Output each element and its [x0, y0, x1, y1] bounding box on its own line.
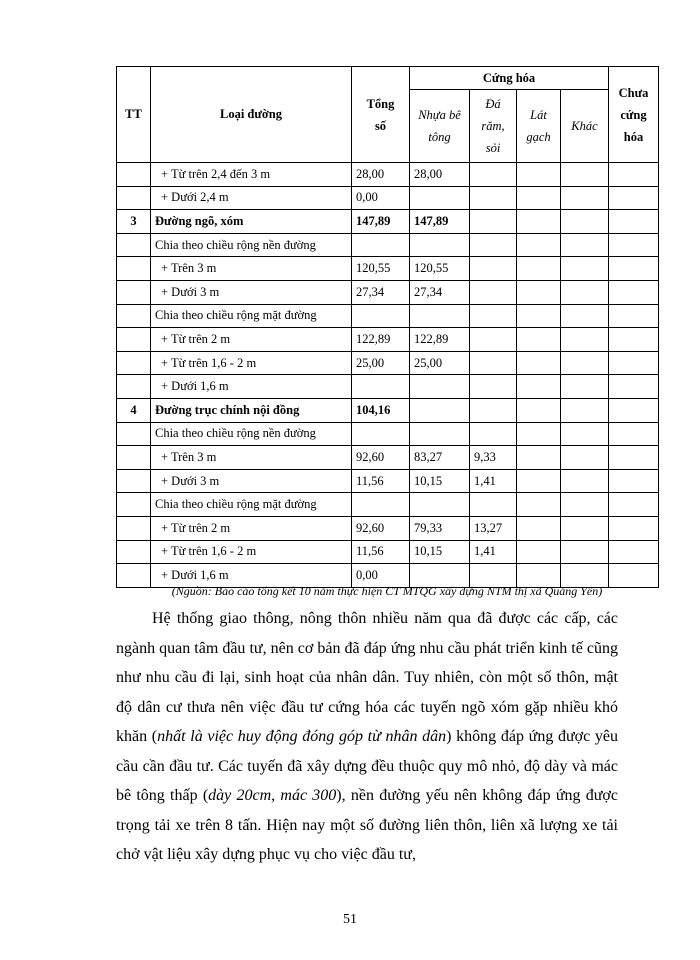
table-cell-tong [352, 233, 410, 257]
table-row [117, 280, 659, 304]
table-cell-khac [561, 375, 609, 399]
table-cell-name: Đường ngõ, xóm [151, 210, 352, 234]
table-cell-chua [609, 469, 659, 493]
table-cell-khac [561, 540, 609, 564]
header-total [352, 67, 410, 163]
table-cell-chua [609, 304, 659, 328]
table-cell-tong [352, 304, 410, 328]
table-cell-chua [609, 422, 659, 446]
table-cell-tong: 11,56 [352, 540, 410, 564]
table-cell-tt: 3 [117, 210, 151, 234]
table-cell-khac [561, 516, 609, 540]
table-cell-tt [117, 328, 151, 352]
table-cell-lat [517, 446, 561, 470]
table-cell-nhua [410, 422, 470, 446]
body-paragraph [116, 604, 618, 870]
table-cell-nhua: 10,15 [410, 469, 470, 493]
table-cell-nhua: 28,00 [410, 163, 470, 187]
table-cell-nhua [410, 186, 470, 210]
table-cell-da [470, 328, 517, 352]
table-cell-khac [561, 257, 609, 281]
table-cell-nhua [410, 398, 470, 422]
table-cell-nhua [410, 493, 470, 517]
header-tt: TT [117, 67, 151, 163]
table-cell-da: 13,27 [470, 516, 517, 540]
table-row [117, 422, 659, 446]
table-cell-name: + Trên 3 m [151, 257, 352, 281]
table-cell-tt [117, 257, 151, 281]
table-cell-chua [609, 493, 659, 517]
header-total-text: Tổng số [366, 96, 395, 133]
table-cell-chua [609, 210, 659, 234]
table-cell-da [470, 280, 517, 304]
table-cell-tong: 0,00 [352, 564, 410, 588]
table-row [117, 540, 659, 564]
table-cell-name: + Dưới 3 m [151, 280, 352, 304]
table-cell-tt [117, 540, 151, 564]
table-cell-tong: 120,55 [352, 257, 410, 281]
table-cell-lat [517, 516, 561, 540]
table-cell-name: + Từ trên 2 m [151, 328, 352, 352]
table-cell-tong: 27,34 [352, 280, 410, 304]
table-cell-name: Đường trục chính nội đồng [151, 398, 352, 422]
header-road-type: Loại đường [151, 67, 352, 163]
page-number: 51 [343, 912, 357, 927]
table-cell-da: 9,33 [470, 446, 517, 470]
table-cell-name: Chia theo chiều rộng mặt đường [151, 304, 352, 328]
table-row [117, 163, 659, 187]
table-cell-da [470, 493, 517, 517]
table-cell-tong [352, 375, 410, 399]
table-cell-lat [517, 540, 561, 564]
table-cell-tt [117, 351, 151, 375]
table-cell-da [470, 304, 517, 328]
table-cell-name: + Từ trên 1,6 - 2 m [151, 540, 352, 564]
table-cell-khac [561, 233, 609, 257]
table-cell-chua [609, 163, 659, 187]
table-row [117, 257, 659, 281]
header-brick-paved [517, 90, 561, 163]
table-cell-tong: 92,60 [352, 516, 410, 540]
table-cell-lat [517, 163, 561, 187]
table-cell-lat [517, 186, 561, 210]
table-cell-tt [117, 163, 151, 187]
table-cell-khac [561, 210, 609, 234]
table-cell-name: + Dưới 1,6 m [151, 375, 352, 399]
table-cell-da: 1,41 [470, 540, 517, 564]
table-cell-lat [517, 257, 561, 281]
header-not-hardened [609, 67, 659, 163]
table-cell-da [470, 210, 517, 234]
table-cell-chua [609, 328, 659, 352]
table-cell-name: + Từ trên 2,4 đến 3 m [151, 163, 352, 187]
table-row [117, 446, 659, 470]
table-cell-khac [561, 469, 609, 493]
table-cell-lat [517, 398, 561, 422]
table-cell-lat [517, 210, 561, 234]
table-cell-tong: 25,00 [352, 351, 410, 375]
table-cell-tt [117, 304, 151, 328]
table-cell-name: Chia theo chiều rộng nền đường [151, 233, 352, 257]
table-cell-tt [117, 186, 151, 210]
table-cell-name: + Dưới 1,6 m [151, 564, 352, 588]
paragraph-text-1: Hệ thống giao thông, nông thôn nhiều năm qua đã được các cấp, các ngành quan tâm đầu tư, nên cơ bản đã đáp ứng nhu cầu phát triển kinh tế cũng như nhu cầu đi lại, sinh hoạt của nhân dân. Tuy nhiên, còn một số thôn, mật độ dân cư thưa nên việc đầu tư cứng hóa các tuyến ngõ xóm gặp nhiều khó khăn ( [116, 610, 618, 745]
table-cell-tt [117, 422, 151, 446]
table-cell-nhua: 25,00 [410, 351, 470, 375]
table-cell-nhua: 83,27 [410, 446, 470, 470]
table-row [117, 516, 659, 540]
table-cell-khac [561, 351, 609, 375]
table-cell-tong: 0,00 [352, 186, 410, 210]
table-cell-khac [561, 328, 609, 352]
table-cell-nhua: 27,34 [410, 280, 470, 304]
table-cell-khac [561, 446, 609, 470]
table-cell-chua [609, 351, 659, 375]
table-cell-da [470, 375, 517, 399]
table-cell-tt [117, 280, 151, 304]
table-cell-name: + Dưới 2,4 m [151, 186, 352, 210]
table-cell-khac [561, 398, 609, 422]
table-cell-chua [609, 375, 659, 399]
table-cell-tong: 28,00 [352, 163, 410, 187]
table-cell-da [470, 257, 517, 281]
table-cell-khac [561, 304, 609, 328]
table-cell-chua [609, 540, 659, 564]
table-cell-tt [117, 233, 151, 257]
table-cell-lat [517, 328, 561, 352]
table-cell-lat [517, 280, 561, 304]
table-cell-da [470, 422, 517, 446]
table-cell-da [470, 186, 517, 210]
table-cell-chua [609, 446, 659, 470]
table-cell-chua [609, 398, 659, 422]
table-cell-tt [117, 469, 151, 493]
table-cell-tt [117, 516, 151, 540]
table-cell-nhua [410, 233, 470, 257]
table-cell-tt: 4 [117, 398, 151, 422]
table-cell-khac [561, 163, 609, 187]
header-asphalt-concrete-text: Nhựa bê tông [418, 108, 461, 144]
table-cell-tong [352, 493, 410, 517]
table-cell-name: + Trên 3 m [151, 446, 352, 470]
table-row [117, 328, 659, 352]
table-cell-tong: 11,56 [352, 469, 410, 493]
table-cell-nhua: 147,89 [410, 210, 470, 234]
table-cell-da [470, 398, 517, 422]
table-row [117, 186, 659, 210]
header-crushed-stone [470, 90, 517, 163]
header-hardened: Cứng hóa [410, 67, 609, 90]
table-cell-tong: 92,60 [352, 446, 410, 470]
table-cell-nhua: 79,33 [410, 516, 470, 540]
source-note: (Nguồn: Báo cáo tổng kết 10 năm thực hiện CT MTQG xây dựng NTM thị xã Quảng Yên) [171, 584, 603, 598]
table-cell-da [470, 163, 517, 187]
table-cell-khac [561, 422, 609, 446]
header-other: Khác [561, 90, 609, 163]
table-cell-tong [352, 422, 410, 446]
header-not-hardened-text: Chưa cứng hóa [618, 85, 649, 144]
table-cell-tt [117, 493, 151, 517]
header-asphalt-concrete [410, 90, 470, 163]
table-cell-nhua: 10,15 [410, 540, 470, 564]
table-row [117, 398, 659, 422]
table-cell-nhua: 122,89 [410, 328, 470, 352]
table-cell-name: Chia theo chiều rộng nền đường [151, 422, 352, 446]
table-row [117, 233, 659, 257]
table-cell-nhua [410, 375, 470, 399]
table-cell-lat [517, 469, 561, 493]
table-cell-tt [117, 375, 151, 399]
table-cell-chua [609, 516, 659, 540]
table-cell-khac [561, 280, 609, 304]
paragraph-italic-2: dày 20cm, mác 300 [208, 787, 337, 804]
table-cell-chua [609, 233, 659, 257]
table-cell-name: Chia theo chiều rộng mặt đường [151, 493, 352, 517]
table-cell-tong: 147,89 [352, 210, 410, 234]
table-row [117, 375, 659, 399]
table-row [117, 304, 659, 328]
table-cell-da [470, 351, 517, 375]
table-cell-lat [517, 304, 561, 328]
paragraph-italic-1: nhất là việc huy động đóng góp từ nhân dân [157, 728, 447, 745]
table-cell-name: + Từ trên 1,6 - 2 m [151, 351, 352, 375]
table-cell-chua [609, 280, 659, 304]
paragraph-text-2: ) không đáp ứng được yêu cầu cần đầu tư. Các tuyến đã xây dựng đều thuộc quy mô nhỏ, độ dày và mác bê tông thấp ( [116, 728, 619, 804]
road-statistics-table [116, 66, 659, 588]
table-cell-lat [517, 493, 561, 517]
header-brick-paved-text: Lát gạch [526, 108, 551, 144]
table-cell-name: + Từ trên 2 m [151, 516, 352, 540]
table-cell-chua [609, 257, 659, 281]
table-cell-khac [561, 186, 609, 210]
table-cell-lat [517, 375, 561, 399]
table-row [117, 210, 659, 234]
table-cell-tong: 104,16 [352, 398, 410, 422]
table-cell-da: 1,41 [470, 469, 517, 493]
table-row [117, 351, 659, 375]
table-cell-lat [517, 351, 561, 375]
table-cell-khac [561, 493, 609, 517]
table-cell-tong: 122,89 [352, 328, 410, 352]
table-cell-lat [517, 233, 561, 257]
table-cell-tt [117, 446, 151, 470]
table-cell-da [470, 233, 517, 257]
table-cell-lat [517, 422, 561, 446]
table-cell-nhua [410, 304, 470, 328]
header-crushed-stone-text: Đá răm, sỏi [481, 97, 505, 155]
table-cell-chua [609, 186, 659, 210]
table-body [117, 163, 659, 588]
paragraph-text-3: ), nền đường yếu nên không đáp ứng được trọng tải xe trên 8 tấn. Hiện nay một số đường liên thôn, liên xã lượng xe tải chở vật liệu xây dựng phục vụ cho việc đầu tư, [116, 787, 618, 863]
table-row [117, 493, 659, 517]
table-row [117, 469, 659, 493]
table-cell-name: + Dưới 3 m [151, 469, 352, 493]
table-cell-nhua: 120,55 [410, 257, 470, 281]
